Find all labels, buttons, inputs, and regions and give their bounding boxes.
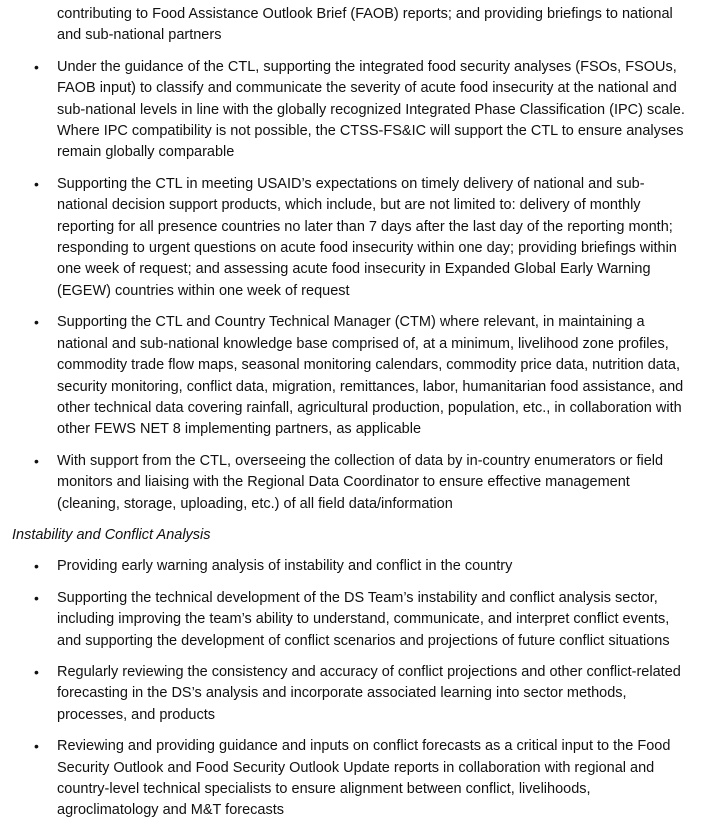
bullet-icon: • (34, 558, 39, 575)
list-item-text: Providing early warning analysis of instability and conflict in the country (57, 558, 513, 575)
list-item (0, 736, 711, 822)
conflict-analysis-list (0, 556, 711, 821)
list-item-text: Supporting the technical development of the DS Team’s instability and conflict analysis sector, including improving the team’s ability to understand, communicate, and interpret conflict events, and supporting the development of conflict scenarios and projections of future conflict situations (57, 589, 670, 649)
bullet-icon: • (34, 663, 39, 680)
list-item-text: Regularly reviewing the consistency and accuracy of conflict projections and other conflict-related forecasting in the DS’s analysis and incorporate associated learning into sector methods, processes, and products (57, 663, 681, 723)
list-item (0, 57, 711, 164)
continued-paragraph: contributing to Food Assistance Outlook Brief (FAOB) reports; and providing briefings to national and sub-national partners (57, 6, 673, 44)
list-item (0, 662, 711, 726)
responsibilities-list (0, 57, 711, 515)
list-item-text: Under the guidance of the CTL, supporting the integrated food security analyses (FSOs, FSOUs, FAOB input) to classify and communicate the severity of acute food insecurity at the national and sub-national levels in line with the globally recognized Integrated Phase Classification (IPC) scale. Where IPC compatibility is not possible, the CTSS-FS&IC will support the CTL to ensure analyses remain globally comparable (57, 58, 685, 161)
bullet-icon: • (34, 175, 39, 192)
list-item-text: Supporting the CTL in meeting USAID’s expectations on timely delivery of national and sub-national decision support products, which include, but are not limited to: delivery of monthly reporting for all presence countries no later than 7 days after the last day of the reporting month; responding to urgent questions on acute food insecurity within one day; providing briefings within one week of request; and assessing acute food insecurity in Expanded Global Early Warning (EGEW) countries within one week of request (57, 175, 677, 299)
bullet-icon: • (34, 452, 39, 469)
section-heading: Instability and Conflict Analysis (12, 526, 211, 543)
list-item (0, 556, 711, 577)
list-item (0, 312, 711, 440)
bullet-icon: • (34, 738, 39, 755)
bullet-icon: • (34, 589, 39, 606)
bullet-icon: • (34, 58, 39, 75)
list-item-text: Supporting the CTL and Country Technical Manager (CTM) where relevant, in maintaining a national and sub-national knowledge base comprised of, at a minimum, livelihood zone profiles, commodity trade flow maps, seasonal monitoring calendars, commodity price data, nutrition data, security monitoring, conflict data, migration, remittances, labor, humanitarian food assistance, and other technical data covering rainfall, agricultural production, population, etc., in collaboration with other FEWS NET 8 implementing partners, as applicable (57, 314, 684, 438)
list-item-text: With support from the CTL, overseeing the collection of data by in-country enumerators or field monitors and liaising with the Regional Data Coordinator to ensure effective management (cleaning, storage, uploading, etc.) of all field data/information (57, 452, 664, 512)
list-item-text: Reviewing and providing guidance and inputs on conflict forecasts as a critical input to the Food Security Outlook and Food Security Outlook Update reports in collaboration with regional and country-level technical specialists to ensure alignment between conflict, livelihoods, agroclimatology and M&T forecasts (57, 738, 671, 819)
list-item (0, 174, 711, 302)
list-item (0, 588, 711, 652)
bullet-icon: • (34, 314, 39, 331)
list-item (0, 451, 711, 515)
